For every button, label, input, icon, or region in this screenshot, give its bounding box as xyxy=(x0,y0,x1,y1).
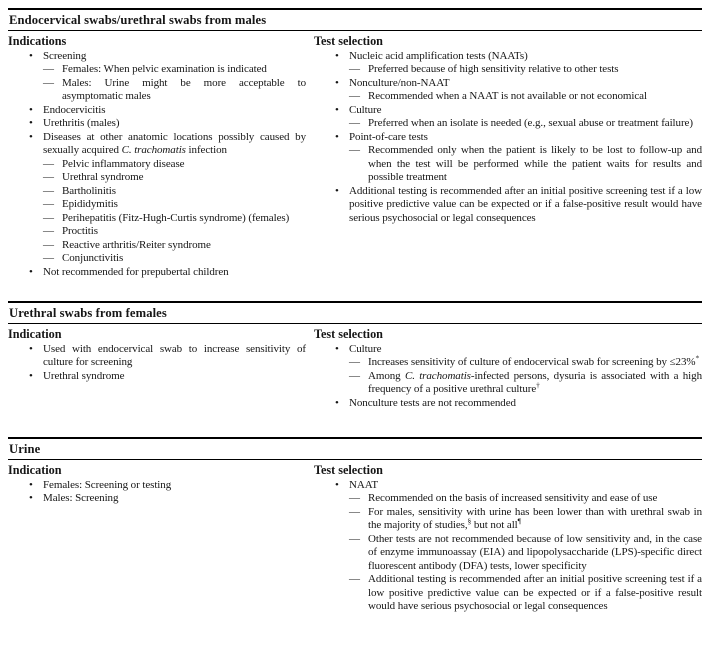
list-item xyxy=(314,353,702,370)
item-text: Other tests are not recommended because of low sensitivity and, in the case of enzyme immunoassay (EIA) and lipopolysaccharide (LPS)-specific direct fluorescent antibody (DFA) tests, lower specificity xyxy=(368,532,702,572)
bullet-marker: • xyxy=(29,492,33,504)
bullet-marker: • xyxy=(335,478,339,491)
list-item xyxy=(8,63,306,77)
column-header-test-selection: Test selection xyxy=(314,33,383,48)
item-text: Females: Screening or testing xyxy=(43,478,172,491)
item-text: Epididymitis xyxy=(62,198,118,210)
item-text: Additional testing is recommended after an initial positive screening test if a low positive predictive value can be expected or if a false-positive result would have serious psychosocial or legal consequences xyxy=(349,184,702,224)
dash-marker: — xyxy=(43,63,54,75)
bullet-marker: • xyxy=(29,117,33,129)
dash-marker: — xyxy=(349,369,360,382)
dash-marker: — xyxy=(349,63,360,75)
list-item xyxy=(8,225,306,239)
item-text: Increases sensitivity of culture of endocervical swab for screening by ≤23%* xyxy=(368,353,700,368)
section-urine xyxy=(8,437,702,614)
list-item xyxy=(8,479,306,493)
dash-marker: — xyxy=(349,117,360,129)
dash-marker: — xyxy=(349,90,360,102)
dash-marker: — xyxy=(43,211,54,224)
footnote-marker-dagger: † xyxy=(536,380,540,390)
bullet-marker: • xyxy=(29,369,33,382)
bullet-marker: • xyxy=(29,103,33,116)
list-item xyxy=(314,131,702,145)
list-item xyxy=(314,77,702,91)
bullet-marker: • xyxy=(335,396,339,409)
section-endocervical-urethral-swabs-males xyxy=(8,8,702,279)
list-item xyxy=(314,479,702,493)
footnote-marker-section: § xyxy=(467,516,472,526)
test-selection-column xyxy=(314,327,702,411)
column-header-test-selection: Test selection xyxy=(314,326,383,341)
list-item xyxy=(314,90,702,104)
list-item xyxy=(314,397,702,411)
list-item xyxy=(314,117,702,131)
dash-marker: — xyxy=(43,76,54,89)
dash-marker: — xyxy=(349,505,360,518)
dash-marker: — xyxy=(43,252,54,264)
item-text: Nonculture tests are not recommended xyxy=(349,396,516,409)
bullet-marker: • xyxy=(29,130,33,143)
item-text: Recommended only when the patient is likely to be lost to follow-up and when the test will be performed while the patient waits for results and possible treatment xyxy=(368,144,702,183)
indication-column xyxy=(8,327,306,411)
item-text: Preferred when an isolate is needed (e.g., sexual abuse or treatment failure) xyxy=(368,117,693,129)
item-text: Perihepatitis (Fitz-Hugh-Curtis syndrome) (females) xyxy=(62,211,290,224)
dash-marker: — xyxy=(43,198,54,210)
section-title: Urethral swabs from females xyxy=(9,305,167,320)
list-item xyxy=(314,343,702,357)
list-item xyxy=(314,144,702,185)
section-urethral-swabs-females xyxy=(8,301,702,410)
bullet-marker: • xyxy=(335,130,339,143)
dash-marker: — xyxy=(349,492,360,504)
dash-marker: — xyxy=(43,157,54,170)
list-item xyxy=(8,266,306,280)
item-text: Nonculture/non-NAAT xyxy=(349,76,450,89)
bullet-marker: • xyxy=(29,342,33,355)
item-text: Urethral syndrome xyxy=(62,171,144,183)
bullet-marker: • xyxy=(335,103,339,116)
list-item xyxy=(314,63,702,77)
item-text: Used with endocervical swab to increase sensitivity of culture for screening xyxy=(43,342,306,368)
bullet-marker: • xyxy=(335,49,339,62)
list-item xyxy=(314,370,702,397)
footnote-marker-asterisk: * xyxy=(695,353,700,363)
item-text: Females: When pelvic examination is indicated xyxy=(62,63,267,75)
list-item xyxy=(8,131,306,158)
list-item xyxy=(314,506,702,533)
item-text: Pelvic inflammatory disease xyxy=(62,157,185,170)
item-text: Males: Screening xyxy=(43,492,119,504)
column-header-test-selection: Test selection xyxy=(314,462,383,477)
bullet-marker: • xyxy=(29,265,33,278)
two-column-body xyxy=(8,324,702,411)
item-text: Bartholinitis xyxy=(62,184,116,197)
list-item xyxy=(314,104,702,118)
test-selection-column xyxy=(314,34,702,280)
item-text: Diseases at other anatomic locations possibly caused by sexually acquired C. trachomatis infection xyxy=(43,130,306,156)
item-text: Point-of-care tests xyxy=(349,130,428,143)
list-item xyxy=(314,573,702,614)
list-item xyxy=(8,343,306,370)
list-item xyxy=(8,77,306,104)
dash-marker: — xyxy=(349,573,360,585)
dash-marker: — xyxy=(349,356,360,368)
dash-marker: — xyxy=(349,532,360,545)
list-item xyxy=(314,50,702,64)
item-text: Culture xyxy=(349,342,382,355)
item-text: Recommended when a NAAT is not available or not economical xyxy=(368,90,647,102)
bullet-marker: • xyxy=(29,478,33,491)
column-header-indications: Indications xyxy=(8,33,67,48)
column-header-indication: Indication xyxy=(8,326,62,341)
list-item xyxy=(8,50,306,64)
item-text: Reactive arthritis/Reiter syndrome xyxy=(62,238,211,251)
list-item xyxy=(8,158,306,172)
item-text: Proctitis xyxy=(62,225,98,237)
item-text: Urethritis (males) xyxy=(43,117,120,129)
item-text: Males: Urine might be more acceptable to asymptomatic males xyxy=(62,76,306,102)
item-text: Additional testing is recommended after an initial positive screening test if a low positive predictive value can be expected or if a false-positive result would have serious psychosocial or legal consequences xyxy=(368,573,702,612)
bullet-marker: • xyxy=(335,76,339,89)
item-text: Culture xyxy=(349,103,382,116)
indications-column xyxy=(8,34,306,280)
list-item xyxy=(314,533,702,574)
item-text: For males, sensitivity with urine has been lower than with urethral swab in the majority of studies,§ but not all¶ xyxy=(368,505,702,531)
bullet-marker: • xyxy=(335,342,339,355)
section-title: Urine xyxy=(9,441,41,456)
list-item xyxy=(8,117,306,131)
item-text: Among C. trachomatis-infected persons, dysuria is associated with a high frequency of a positive urethral culture† xyxy=(368,369,702,395)
item-text: Conjunctivitis xyxy=(62,252,124,264)
column-header-indication: Indication xyxy=(8,462,62,477)
item-text: NAAT xyxy=(349,478,379,491)
indication-column xyxy=(8,463,306,614)
item-text: Urethral syndrome xyxy=(43,369,125,382)
species-name: C. trachomatis xyxy=(121,144,186,156)
test-selection-column xyxy=(314,463,702,614)
list-item xyxy=(8,198,306,212)
item-text: Not recommended for prepubertal children xyxy=(43,265,229,278)
list-item xyxy=(8,171,306,185)
dash-marker: — xyxy=(43,171,54,183)
bullet-marker: • xyxy=(335,184,339,197)
list-item xyxy=(8,104,306,118)
item-text: Nucleic acid amplification tests (NAATs) xyxy=(349,49,528,62)
dash-marker: — xyxy=(43,225,54,237)
list-item xyxy=(8,492,306,506)
footnote-marker-pilcrow: ¶ xyxy=(517,516,522,526)
item-text: Endocervicitis xyxy=(43,103,106,116)
item-text: Preferred because of high sensitivity relative to other tests xyxy=(368,63,619,75)
dash-marker: — xyxy=(43,238,54,251)
list-item xyxy=(8,239,306,253)
item-text: Recommended on the basis of increased sensitivity and ease of use xyxy=(368,492,658,504)
dash-marker: — xyxy=(43,184,54,197)
species-name: C. trachomatis xyxy=(404,369,471,382)
bullet-marker: • xyxy=(29,49,33,62)
dash-marker: — xyxy=(349,144,360,156)
item-text: Screening xyxy=(43,49,87,62)
list-item xyxy=(8,370,306,384)
list-item xyxy=(8,212,306,226)
list-item xyxy=(314,492,702,506)
list-item xyxy=(8,185,306,199)
section-title: Endocervical swabs/urethral swabs from males xyxy=(9,12,267,27)
list-item xyxy=(8,252,306,266)
two-column-body xyxy=(8,460,702,614)
list-item xyxy=(314,185,702,226)
two-column-body xyxy=(8,31,702,280)
